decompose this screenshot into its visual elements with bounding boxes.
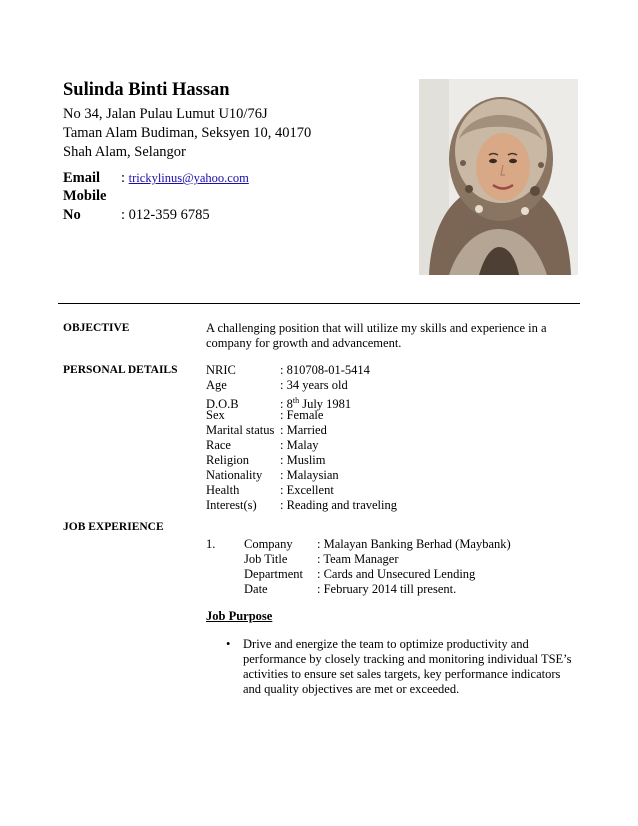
detail-key: Sex — [206, 408, 225, 422]
mobile-label: Mobile No — [63, 188, 107, 223]
profile-photo — [419, 79, 578, 275]
detail-row — [206, 423, 397, 438]
detail-row — [206, 498, 397, 513]
email-link[interactable]: trickylinus@yahoo.com — [128, 171, 249, 185]
detail-key: Marital status — [206, 423, 275, 437]
job-entry — [206, 537, 511, 597]
address-line-3: Shah Alam, Selangor — [63, 144, 186, 160]
objective-line-2: company for growth and advancement. — [206, 336, 402, 350]
detail-value: : Excellent — [280, 483, 334, 497]
detail-key: Health — [206, 483, 240, 497]
detail-key: Interest(s) — [206, 498, 257, 512]
job-value: : February 2014 till present. — [317, 582, 457, 596]
job-purpose-heading: Job Purpose — [206, 609, 273, 623]
bullet-line-2: performance by closely tracking and monitoring individual TSE’s — [243, 652, 572, 666]
job-row — [206, 537, 511, 552]
detail-row — [206, 468, 397, 483]
candidate-name: Sulinda Binti Hassan — [63, 80, 230, 100]
detail-key: D.O.B — [206, 397, 239, 412]
job-row — [206, 567, 511, 582]
profile-photo-illustration — [419, 79, 578, 275]
job-key: Date — [244, 582, 268, 596]
bullet-line-4: and quality objectives are met or exceeded. — [243, 682, 460, 696]
job-purpose-bullet-text — [243, 637, 583, 697]
detail-key: Race — [206, 438, 231, 452]
bullet-icon: • — [226, 637, 231, 651]
personal-details-heading: PERSONAL DETAILS — [63, 364, 178, 376]
detail-row — [206, 453, 397, 468]
email-row — [63, 169, 249, 188]
detail-row — [206, 393, 397, 412]
detail-value: : 34 years old — [280, 378, 348, 392]
detail-key: Age — [206, 378, 227, 392]
detail-value: : Malay — [280, 438, 319, 452]
dob-month-year: July 1981 — [299, 397, 352, 412]
dob-ordinal: th — [292, 396, 300, 405]
job-row — [206, 552, 511, 567]
detail-row — [206, 438, 397, 453]
mobile-row — [63, 187, 210, 225]
job-experience-heading: JOB EXPERIENCE — [63, 521, 164, 533]
email-label: Email — [63, 170, 101, 186]
job-value: : Malayan Banking Berhad (Maybank) — [317, 537, 511, 551]
detail-row — [206, 363, 397, 378]
job-row — [206, 582, 511, 597]
detail-value: : 810708-01-5414 — [280, 363, 370, 377]
detail-value: : Malaysian — [280, 468, 339, 482]
dob-day: : 8 — [280, 397, 293, 412]
job-key: Department — [244, 567, 304, 581]
job-value: : Cards and Unsecured Lending — [317, 567, 476, 581]
job-value: : Team Manager — [317, 552, 399, 566]
detail-value: : Reading and traveling — [280, 498, 397, 512]
detail-row — [206, 483, 397, 498]
job-number: 1. — [206, 537, 216, 551]
detail-key: Nationality — [206, 468, 263, 482]
address-line-2: Taman Alam Budiman, Seksyen 10, 40170 — [63, 125, 312, 141]
mobile-value: : 012-359 6785 — [121, 207, 210, 223]
detail-value: : Muslim — [280, 453, 326, 467]
objective-line-1: A challenging position that will utilize my skills and experience in a — [206, 321, 547, 335]
personal-details-list — [206, 363, 397, 513]
detail-row — [206, 378, 397, 393]
detail-row — [206, 408, 397, 423]
address-line-1: No 34, Jalan Pulau Lumut U10/76J — [63, 106, 268, 122]
bullet-line-1: Drive and energize the team to optimize productivity and — [243, 637, 529, 651]
job-key: Job Title — [244, 552, 288, 566]
detail-value: : Married — [280, 423, 327, 437]
detail-key: Religion — [206, 453, 250, 467]
job-key: Company — [244, 537, 293, 551]
objective-text — [206, 321, 547, 351]
header-divider — [58, 303, 580, 304]
objective-heading: OBJECTIVE — [63, 322, 130, 334]
detail-value: : Female — [280, 408, 324, 422]
bullet-line-3: activities to ensure set sales targets, key performance indicators — [243, 667, 561, 681]
detail-key: NRIC — [206, 363, 236, 377]
email-separator: : — [121, 170, 129, 186]
